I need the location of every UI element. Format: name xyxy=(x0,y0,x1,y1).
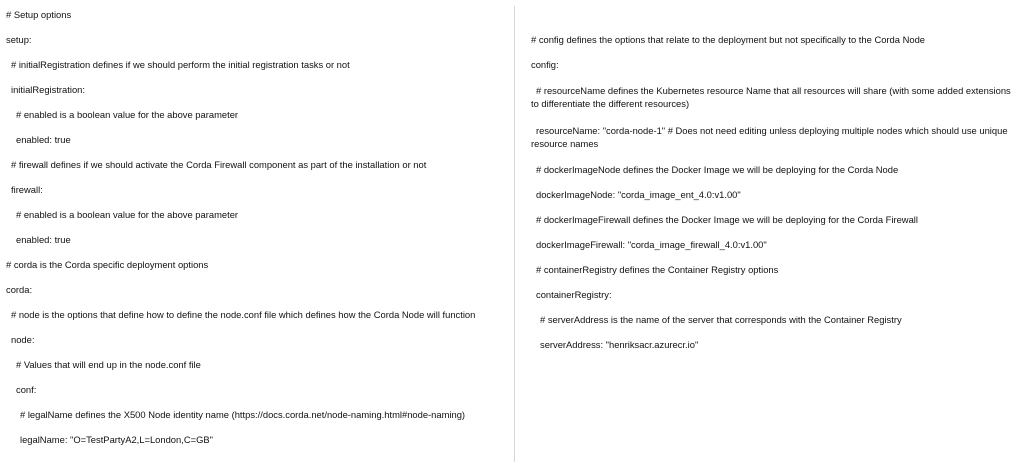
text-line: enabled: true xyxy=(16,134,71,145)
text-line: # corda is the Corda specific deployment options xyxy=(6,259,209,270)
text-line: # dockerImageNode defines the Docker Image we will be deploying for the Corda Node xyxy=(536,164,899,175)
text-line: config: xyxy=(531,59,559,70)
text-line: # legalName defines the X500 Node identity name (https://docs.corda.net/node-naming.html#node-naming) xyxy=(20,409,466,420)
text-line: # Values that will end up in the node.conf file xyxy=(16,359,201,370)
text-line: serverAddress: "henriksacr.azurecr.io" xyxy=(540,339,699,350)
text-line: dockerImageFirewall: "corda_image_firewall_4.0:v1.00" xyxy=(536,239,767,250)
text-line: dockerImageNode: "corda_image_ent_4.0:v1.00" xyxy=(536,189,741,200)
text-line: # serverAddress is the name of the server that corresponds with the Container Registry xyxy=(540,314,902,325)
text-line: setup: xyxy=(6,34,32,45)
text-line: # enabled is a boolean value for the above parameter xyxy=(16,109,239,120)
text-line: initialRegistration: xyxy=(11,84,85,95)
text-line: conf: xyxy=(16,384,37,395)
text-line: resourceName: "corda-node-1" # Does not need editing unless deploying multiple nodes which should use unique resource names xyxy=(531,125,1008,149)
text-line: # enabled is a boolean value for the above parameter xyxy=(16,209,239,220)
column-divider xyxy=(514,6,515,462)
text-line: # dockerImageFirewall defines the Docker Image we will be deploying for the Corda Firewall xyxy=(536,214,918,225)
text-line: # containerRegistry defines the Container Registry options xyxy=(536,264,779,275)
text-line: # resourceName defines the Kubernetes resource Name that all resources will share (with some added extensions to differentiate the different resources) xyxy=(531,85,1011,109)
left-column xyxy=(0,0,510,462)
text-line: corda: xyxy=(6,284,33,295)
text-line: # node is the options that define how to define the node.conf file which defines how the Corda Node will function xyxy=(11,309,476,320)
text-line: # firewall defines if we should activate the Corda Firewall component as part of the installation or not xyxy=(11,159,427,170)
text-line: node: xyxy=(11,334,35,345)
text-line: containerRegistry: xyxy=(536,289,612,300)
text-line: # initialRegistration defines if we should perform the initial registration tasks or not xyxy=(11,59,350,70)
text-line: # Setup options xyxy=(6,9,72,20)
text-line: enabled: true xyxy=(16,234,71,245)
text-line: legalName: "O=TestPartyA2,L=London,C=GB" xyxy=(20,434,213,445)
right-column xyxy=(526,0,1018,462)
text-line: firewall: xyxy=(11,184,43,195)
text-line: # config defines the options that relate to the deployment but not specifically to the Corda Node xyxy=(531,34,925,45)
